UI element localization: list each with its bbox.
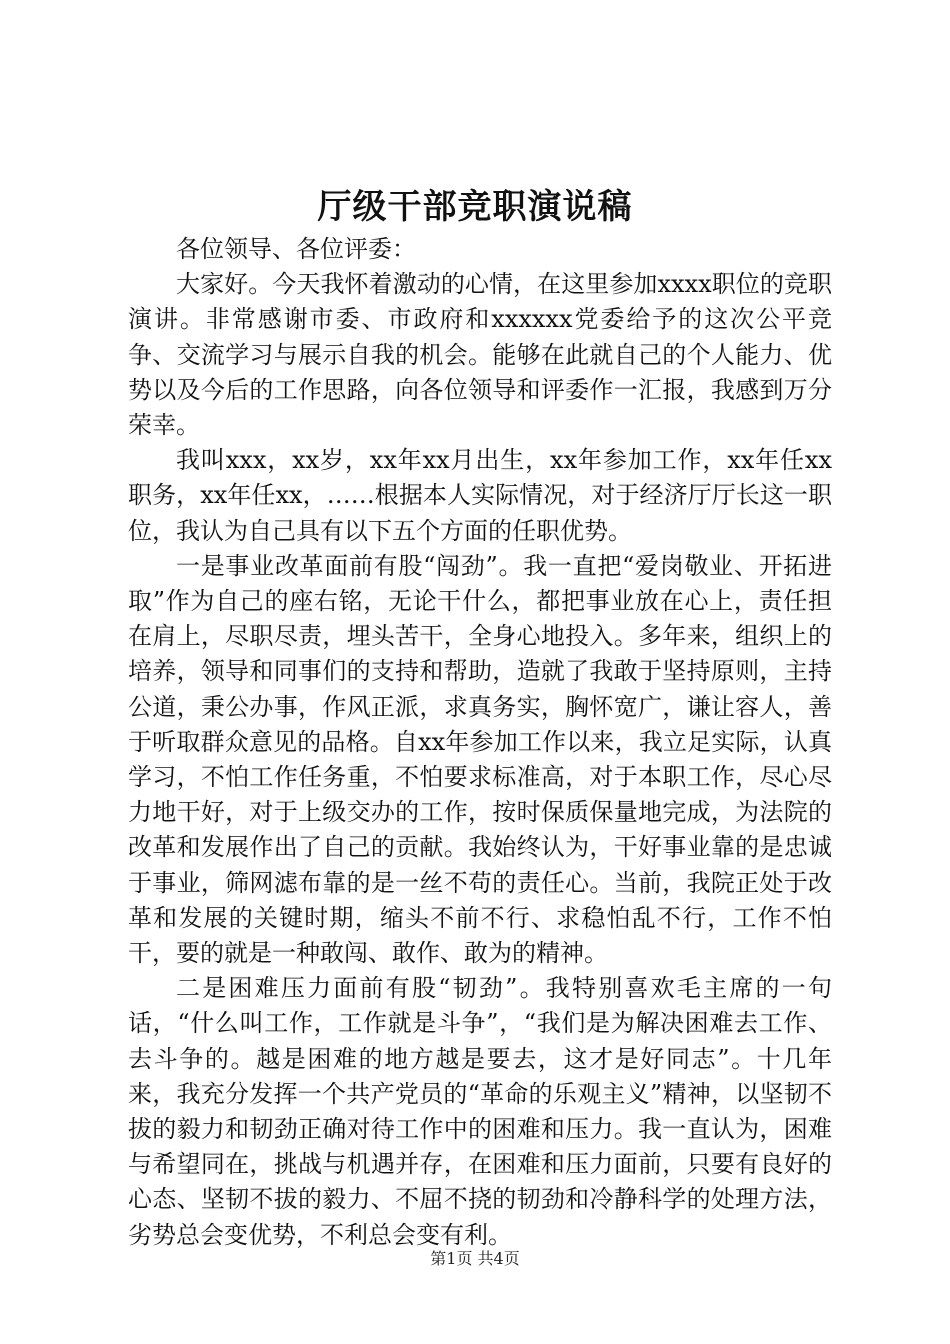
opening-paragraph: 大家好。今天我怀着激动的心情，在这里参加xxxx职位的竞职演讲。非常感谢市委、市政府和xxxxxx党委给予的这次公平竞争、交流学习与展示自我的机会。能够在此就自己的个人能力、优势以及今后的工作思路，向各位领导和评委作一汇报，我感到万分荣幸。 (128, 270, 832, 440)
self-introduction-paragraph: 我叫xxx，xx岁，xx年xx月出生，xx年参加工作，xx年任xx职务，xx年任xx，……根据本人实际情况，对于经济厅厅长这一职位，我认为自己具有以下五个方面的任职优势。 (128, 446, 832, 545)
second-advantage-paragraph: 二是困难压力面前有股“韧劲”。我特别喜欢毛主席的一句话，“什么叫工作，工作就是斗争”，“我们是为解决困难去工作、去斗争的。越是困难的地方越是要去，这才是好同志”。十几年来，我充分发挥一个共产党员的“革命的乐观主义”精神，以坚韧不拔的毅力和韧劲正确对待工作中的困难和压力。我一直认为，困难与希望同在，挑战与机遇并存，在困难和压力面前，只要有良好的心态、坚韧不拔的毅力、不屈不挠的韧劲和冷静科学的处理方法，劣势总会变优势，不利总会变有利。 (128, 974, 832, 1249)
page-footer: 第1页 共4页 (430, 1249, 520, 1268)
first-advantage-paragraph: 一是事业改革面前有股“闯劲”。我一直把“爱岗敬业、开拓进取”作为自己的座右铭，无论干什么，都把事业放在心上，责任担在肩上，尽职尽责，埋头苦干，全身心地投入。多年来，组织上的培养，领导和同事们的支持和帮助，造就了我敢于坚持原则，主持公道，秉公办事，作风正派，求真务实，胸怀宽广，谦让容人，善于听取群众意见的品格。自xx年参加工作以来，我立足实际，认真学习，不怕工作任务重，不怕要求标准高，对于本职工作，尽心尽力地干好，对于上级交办的工作，按时保质保量地完成，为法院的改革和发展作出了自己的贡献。我始终认为，干好事业靠的是忠诚于事业，筛网滤布靠的是一丝不苟的责任心。当前，我院正处于改革和发展的关键时期，缩头不前不行、求稳怕乱不行，工作不怕干，要的就是一种敢闯、敢作、敢为的精神。 (128, 551, 832, 968)
salutation-paragraph: 各位领导、各位评委： (176, 235, 416, 263)
document-title: 厅级干部竞职演说稿 (317, 187, 633, 227)
document-body (128, 232, 832, 1253)
